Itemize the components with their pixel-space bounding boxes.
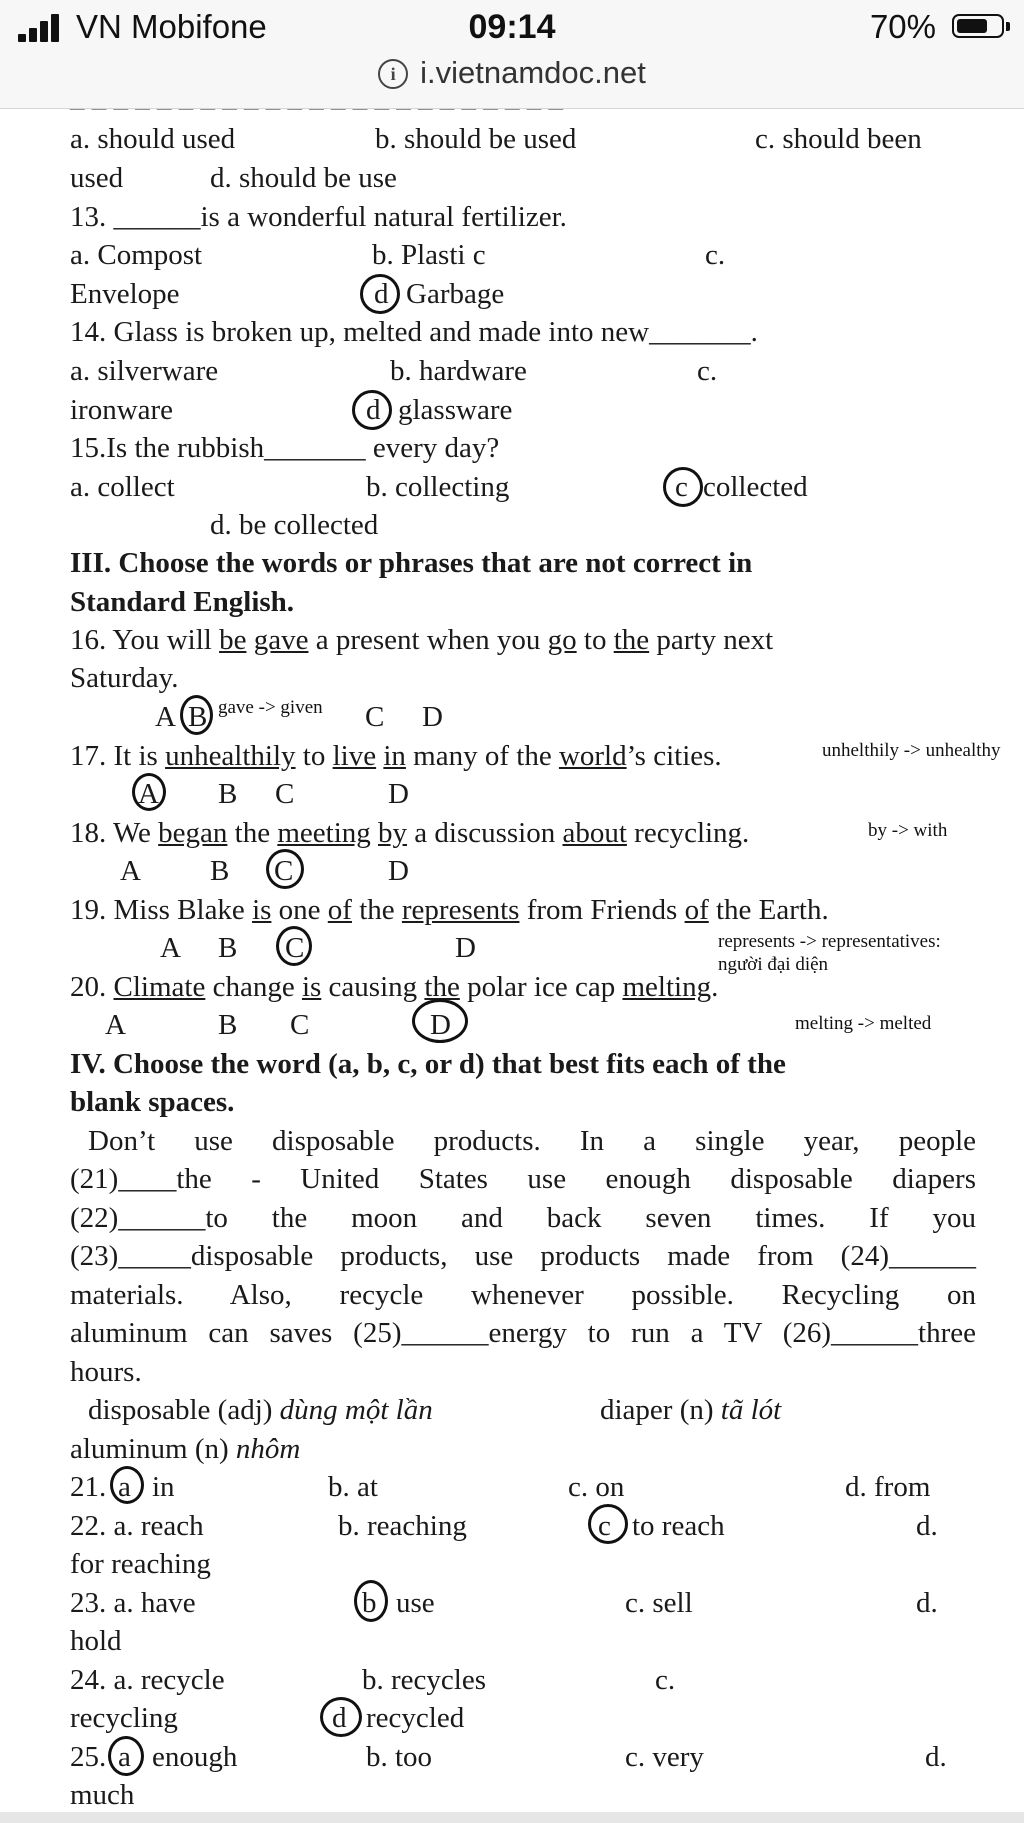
answer-circle-q16 (180, 695, 213, 735)
q21-option-d: d. from (845, 1471, 931, 1503)
clock: 09:14 (468, 8, 556, 46)
q14-option-a: a. silverware (70, 355, 219, 387)
q14-stem: 14. Glass is broken up, melted and made into new_______. (70, 316, 758, 348)
q17-text: to (295, 740, 333, 772)
q18-sentence (70, 819, 749, 848)
answer-circle-q15 (663, 467, 703, 507)
carrier-name: VN Mobifone (76, 8, 267, 45)
q23-option-a: 23. a. have (70, 1587, 196, 1619)
q15-option-a: a. collect (70, 471, 175, 503)
q24-option-a: 24. a. recycle (70, 1664, 225, 1696)
q14-option-c: c. (697, 355, 718, 387)
q20-underlined-b: is (301, 971, 322, 1003)
q20-label-c: C (290, 1009, 310, 1041)
q18-text (371, 817, 378, 849)
q20-text: . (711, 971, 719, 1003)
q16-text: party next (649, 624, 774, 656)
q18-text: recycling. (626, 817, 750, 849)
q15-option-c-letter: c (675, 471, 688, 503)
glossary-word: diaper (n) (600, 1394, 721, 1426)
q15-option-c: collected (703, 471, 808, 503)
q17-label-c: C (275, 778, 295, 810)
q16-sentence-wrap: Saturday. (70, 662, 179, 694)
q17-text: 17. It is (70, 740, 166, 772)
section-3-heading: III. Choose the words or phrases that are not correct in (70, 547, 753, 579)
q13-option-c-wrap: Envelope (70, 278, 180, 310)
answer-circle-q20 (412, 999, 468, 1043)
q12-option-c: c. should been (755, 123, 922, 155)
q16-text (246, 624, 253, 656)
q22-option-a: 22. a. reach (70, 1510, 204, 1542)
section-3-heading-cont: Standard English. (70, 586, 295, 618)
q13-option-a: a. Compost (70, 239, 203, 271)
q16-label-c: C (365, 701, 385, 733)
q18-label-c: C (274, 855, 294, 887)
q18-underlined-a: began (158, 817, 228, 849)
glossary-aluminum (70, 1435, 300, 1464)
q23-option-c: c. sell (625, 1587, 693, 1619)
q20-text: causing (321, 971, 425, 1003)
status-bar (0, 0, 1024, 109)
q16-text: 16. You will (70, 624, 220, 656)
correction-note-q17: unhelthily -> unhealthy (822, 740, 1001, 761)
q23-option-b: use (396, 1587, 435, 1619)
q18-label-a: A (120, 855, 141, 887)
q25-option-a: enough (152, 1741, 238, 1773)
glossary-word: aluminum (n) (70, 1433, 236, 1465)
q22-option-b: b. reaching (338, 1510, 467, 1542)
q20-label-a: A (105, 1009, 126, 1041)
q22-option-c-letter: c (598, 1510, 611, 1542)
q14-option-b: b. hardware (390, 355, 527, 387)
q19-label-a: A (160, 932, 181, 964)
q17-text: ’s cities. (626, 740, 722, 772)
passage-line: aluminum can saves (25)______energy to run a TV (26)______three (70, 1317, 976, 1349)
q19-text: the Earth. (708, 894, 829, 926)
q18-label-b: B (210, 855, 230, 887)
q12-option-a: a. should used (70, 123, 236, 155)
answer-circle-q13 (360, 274, 400, 314)
q17-sentence (70, 742, 722, 771)
q25-number: 25. (70, 1741, 107, 1773)
q19-text: one (271, 894, 328, 926)
passage-line: hours. (70, 1356, 142, 1388)
q19-text: 19. Miss Blake (70, 894, 253, 926)
glossary-word: disposable (adj) (88, 1394, 280, 1426)
q20-label-d: D (430, 1009, 451, 1041)
answer-circle-q21 (110, 1466, 144, 1504)
q20-text: 20. (70, 971, 114, 1003)
q16-underlined-a: be (219, 624, 247, 656)
glossary-meaning: nhôm (235, 1433, 301, 1465)
q16-text: a present when you (308, 624, 548, 656)
q20-label-b: B (218, 1009, 238, 1041)
q18-label-d: D (388, 855, 409, 887)
q14-option-d: glassware (398, 394, 513, 426)
passage-line: (22)______to the moon and back seven times. If you (70, 1202, 976, 1234)
q19-sentence (70, 896, 829, 925)
q17-text: many of the (405, 740, 559, 772)
q13-option-b: b. Plasti c (372, 239, 486, 271)
q13-stem: 13. ______is a wonderful natural fertilizer. (70, 201, 567, 233)
q22-option-d-wrap: for reaching (70, 1548, 211, 1580)
q20-underlined-c: the (424, 971, 460, 1003)
q19-text: from Friends (519, 894, 685, 926)
q17-underlined-a: unhealthily (165, 740, 296, 772)
q25-option-b: b. too (366, 1741, 433, 1773)
q19-underlined-b: of (327, 894, 352, 926)
q18-text: the (227, 817, 278, 849)
q17-underlined-c: in (383, 740, 406, 772)
q23-option-b-letter: b (362, 1587, 377, 1619)
q22-option-c: to reach (632, 1510, 725, 1542)
q15-option-b: b. collecting (366, 471, 510, 503)
battery-percentage: 70% (869, 8, 936, 45)
q15-stem: 15.Is the rubbish_______ every day? (70, 432, 500, 464)
q21-option-a: in (152, 1471, 175, 1503)
page-bottom-edge (0, 1812, 1024, 1823)
answer-circle-q22 (588, 1504, 628, 1544)
q14-option-c-wrap: ironware (70, 394, 174, 426)
q13-option-d-letter: d (374, 278, 389, 310)
q13-option-d: Garbage (406, 278, 505, 310)
battery-icon (952, 14, 1004, 38)
q19-underlined-d: of (684, 894, 709, 926)
q12-option-d: d. should be use (210, 162, 397, 194)
q25-option-c: c. very (625, 1741, 704, 1773)
q19-label-b: B (218, 932, 238, 964)
q17-underlined-d: world (558, 740, 627, 772)
glossary-meaning: dùng một lần (279, 1394, 433, 1426)
passage-line: Don’t use disposable products. In a single year, people (88, 1125, 976, 1157)
q18-text: 18. We (70, 817, 159, 849)
q20-underlined-a: Climate (113, 971, 206, 1003)
q12-option-c-wrap: used (70, 162, 124, 194)
correction-note-q18: by -> with (868, 820, 948, 841)
q21-option-a-letter: a (118, 1471, 131, 1503)
q25-option-a-letter: a (118, 1741, 131, 1773)
address-bar[interactable] (0, 55, 1024, 91)
q20-text: change (205, 971, 302, 1003)
q21-option-c: c. on (568, 1471, 625, 1503)
q12-option-b: b. should be used (375, 123, 577, 155)
q20-text: polar ice cap (459, 971, 623, 1003)
q16-label-a: A (155, 701, 176, 733)
answer-circle-q17 (132, 773, 166, 811)
q24-option-c-wrap: recycling (70, 1702, 178, 1734)
q24-option-b: b. recycles (362, 1664, 486, 1696)
q13-option-c: c. (705, 239, 726, 271)
q14-option-d-letter: d (366, 394, 381, 426)
url-text: i.vietnamdoc.net (420, 55, 646, 90)
correction-note-q16: gave -> given (218, 697, 323, 718)
q19-label-d: D (455, 932, 476, 964)
q19-underlined-c: represents (401, 894, 520, 926)
section-4-heading: IV. Choose the word (a, b, c, or d) that best fits each of the (70, 1048, 786, 1080)
q23-option-d: d. (916, 1587, 938, 1619)
q19-underlined-a: is (252, 894, 272, 926)
answer-circle-q23 (354, 1580, 388, 1622)
q16-underlined-b: gave (253, 624, 309, 656)
glossary-disposable (88, 1396, 433, 1425)
q16-label-d: D (422, 701, 443, 733)
q16-label-b: B (188, 701, 208, 733)
answer-circle-q24 (320, 1697, 362, 1737)
answer-circle-q25 (108, 1736, 144, 1776)
q16-sentence (70, 626, 773, 655)
q17-label-d: D (388, 778, 409, 810)
correction-note-q19-meaning: người đại diện (718, 954, 829, 975)
q17-underlined-b: live (332, 740, 377, 772)
q16-underlined-c: go (547, 624, 577, 656)
correction-note-q20: melting -> melted (795, 1013, 932, 1034)
q15-option-d: d. be collected (210, 509, 379, 541)
q18-underlined-b: meeting (277, 817, 371, 849)
q21-number: 21. (70, 1471, 107, 1503)
q18-text: a discussion (407, 817, 563, 849)
q18-underlined-c: by (378, 817, 408, 849)
answer-circle-q14 (352, 390, 392, 430)
q17-label-b: B (218, 778, 238, 810)
passage-line: (23)_____disposable products, use products made from (24)______ (70, 1240, 976, 1272)
q18-underlined-d: about (562, 817, 627, 849)
q19-label-c: C (285, 932, 305, 964)
section-4-heading-cont: blank spaces. (70, 1086, 235, 1118)
q16-text: to (576, 624, 614, 656)
q24-option-d: recycled (366, 1702, 465, 1734)
info-icon[interactable]: i (378, 59, 408, 89)
q19-text: the (351, 894, 402, 926)
q20-underlined-d: melting (622, 971, 712, 1003)
q23-option-d-wrap: hold (70, 1625, 122, 1657)
q20-sentence (70, 973, 718, 1002)
q21-option-b: b. at (328, 1471, 378, 1503)
answer-circle-q18 (266, 849, 304, 889)
q16-underlined-d: the (613, 624, 650, 656)
q24-option-c: c. (655, 1664, 676, 1696)
q24-option-d-letter: d (332, 1702, 347, 1734)
q17-label-a: A (138, 778, 159, 810)
q25-option-d: d. (925, 1741, 947, 1773)
q25-option-d-wrap: much (70, 1779, 135, 1811)
glossary-meaning: tã lót (720, 1394, 782, 1426)
passage-line: (21)____the - United States use enough disposable diapers (70, 1163, 976, 1195)
glossary-diaper (600, 1396, 781, 1425)
correction-note-q19: represents -> representatives: (718, 931, 941, 952)
passage-line: materials. Also, recycle whenever possible. Recycling on (70, 1279, 976, 1311)
q22-option-d: d. (916, 1510, 938, 1542)
answer-circle-q19 (276, 926, 312, 966)
